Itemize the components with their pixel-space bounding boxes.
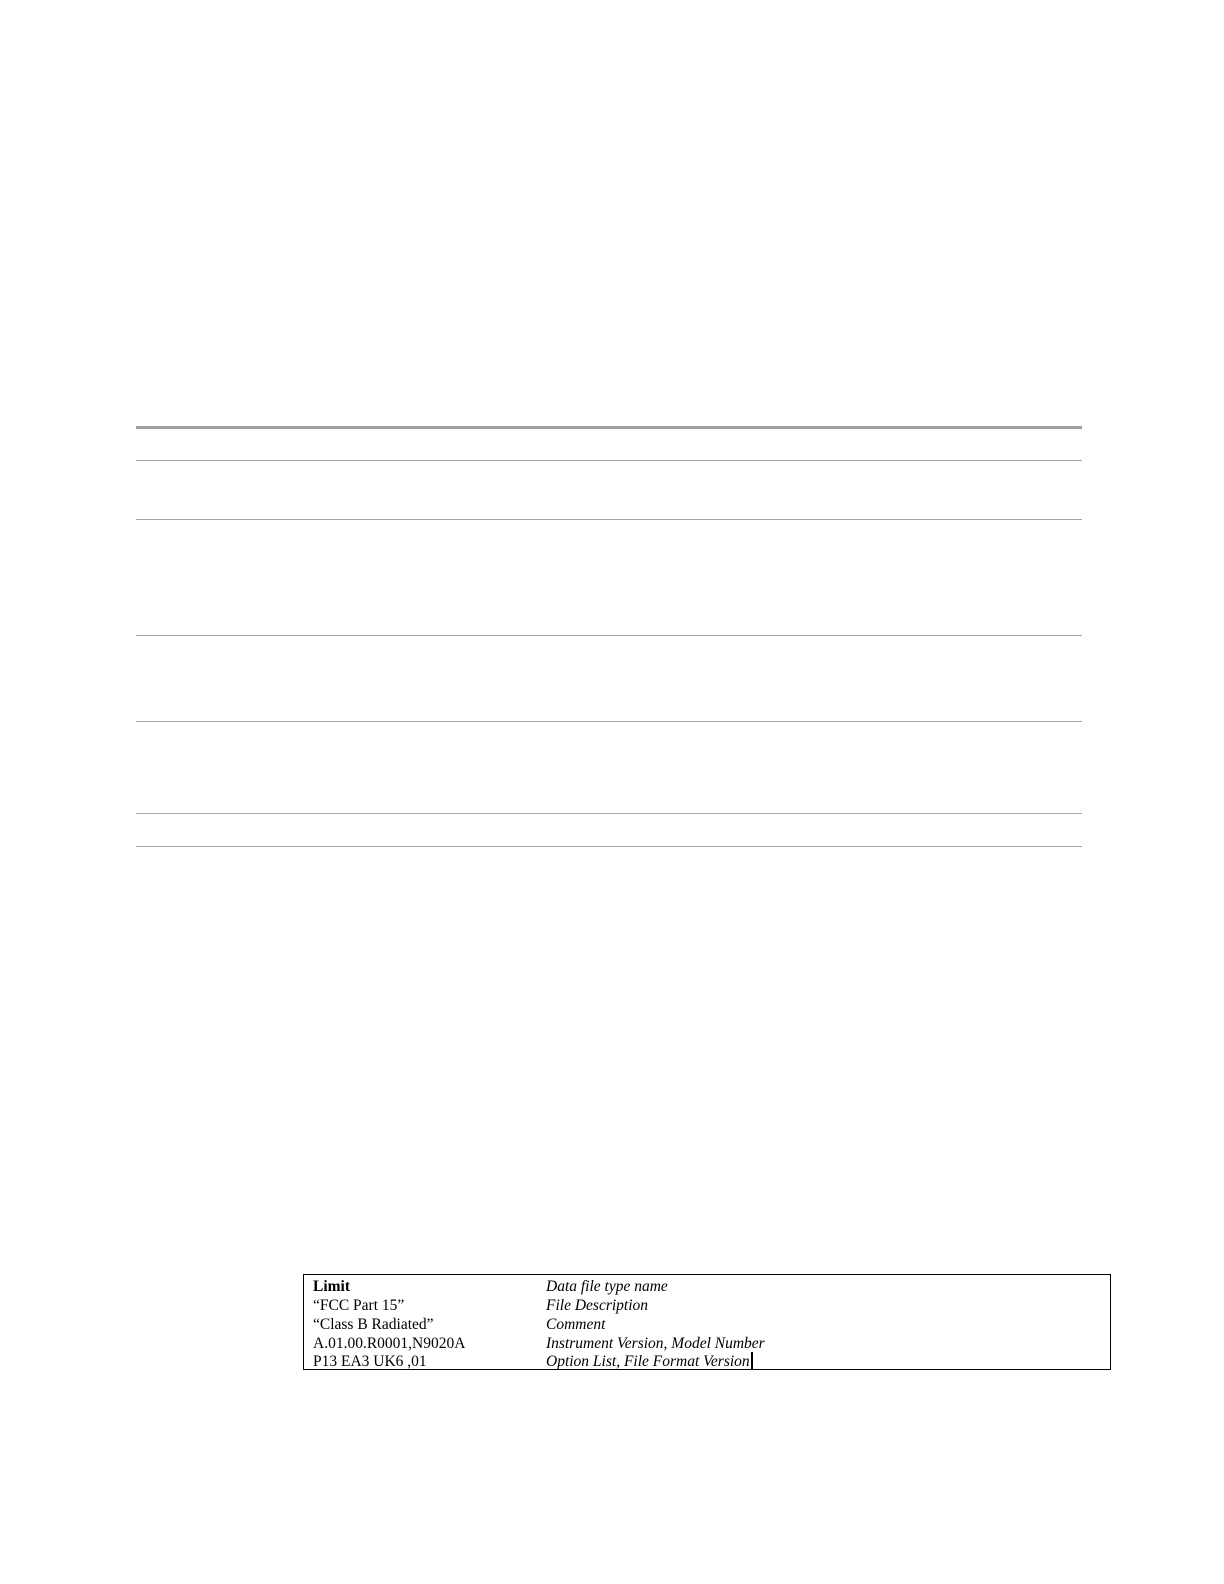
table-bottom-rule	[136, 846, 1082, 847]
file-header-example-box	[303, 1274, 1111, 1370]
header-field-description: Instrument Version, Model Number	[546, 1335, 765, 1352]
file-header-row	[304, 1352, 1110, 1371]
file-header-row	[304, 1334, 1110, 1353]
table-header-rule	[136, 460, 1082, 461]
table-row-divider	[136, 635, 1082, 636]
header-field: Limit	[313, 1278, 351, 1295]
table-top-rule	[136, 426, 1082, 429]
header-field-description-text: Option List, File Format Version	[546, 1353, 750, 1370]
header-field-description: Data file type name	[546, 1278, 668, 1295]
table-row-divider	[136, 519, 1082, 520]
header-field: A.01.00.R0001,N9020A	[313, 1335, 466, 1352]
file-header-row	[304, 1277, 1110, 1296]
header-field: “FCC Part 15”	[313, 1297, 405, 1314]
text-cursor-caret	[751, 1352, 753, 1369]
header-field-description: File Description	[546, 1297, 649, 1314]
table-row-divider	[136, 721, 1082, 722]
file-header-row	[304, 1296, 1110, 1315]
header-field-description: Comment	[546, 1316, 606, 1333]
file-header-row	[304, 1315, 1110, 1334]
header-field: “Class B Radiated”	[313, 1316, 434, 1333]
header-field-description	[546, 1352, 753, 1371]
header-field: P13 EA3 UK6 ,01	[313, 1353, 427, 1370]
table-row-divider	[136, 813, 1082, 814]
